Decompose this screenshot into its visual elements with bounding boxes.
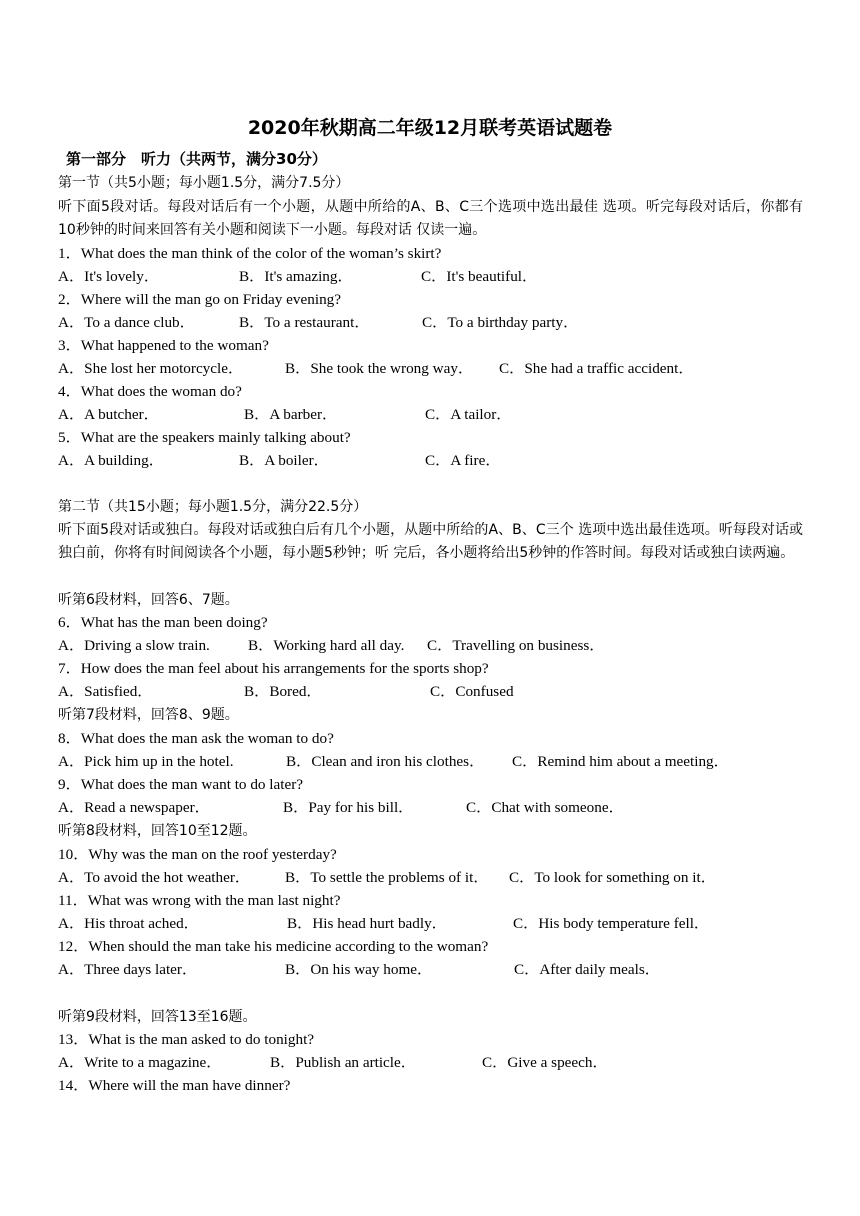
question-stem: 5．What are the speakers mainly talking about? <box>58 429 351 446</box>
option-c: C．After daily meals． <box>514 961 660 978</box>
question-stem: 4．What does the woman do? <box>58 383 242 400</box>
section2-instructions: 听下面5段对话或独白。每段对话或独白后有几个小题，从题中所给的A、B、C三个 选项中选出最佳选项。听每段对话或独白前，你将有时间阅读各个小题，每小题5秒钟；听 完后，各小题将给出5秒钟的作答时间。每段对话或独白读两遍。 <box>58 522 803 561</box>
question-stem: 7．How does the man feel about his arrangements for the sports shop? <box>58 660 489 677</box>
part1-heading: 第一部分 听力（共两节，满分30分） <box>66 150 327 168</box>
option-a: A．To a dance club． <box>58 314 195 331</box>
option-c: C．A tailor． <box>425 406 512 423</box>
option-c: C．It's beautiful． <box>421 268 538 285</box>
option-c: C．To a birthday party． <box>422 314 579 331</box>
page-title: 2020年秋期高二年级12月联考英语试题卷 <box>247 117 613 139</box>
option-c: C．To look for something on it． <box>509 869 716 886</box>
option-b: B．His head hurt badly． <box>287 915 447 932</box>
section1-heading: 第一节（共5小题；每小题1.5分，满分7.5分） <box>58 175 350 191</box>
option-a: A．A building． <box>58 452 164 469</box>
option-a: A．Three days later． <box>58 961 198 978</box>
question-stem: 11．What was wrong with the man last night? <box>58 892 341 909</box>
question-stem: 3．What happened to the woman? <box>58 337 269 354</box>
option-b: B．To settle the problems of it． <box>285 869 489 886</box>
option-c: C．Confused <box>430 683 514 700</box>
option-a: A．A butcher． <box>58 406 159 423</box>
option-c: C．A fire． <box>425 452 501 469</box>
option-b: B．A boiler． <box>239 452 329 469</box>
question-stem: 8．What does the man ask the woman to do? <box>58 730 334 747</box>
option-b: B．It's amazing． <box>239 268 353 285</box>
option-a: A．To avoid the hot weather． <box>58 869 251 886</box>
option-b: B．Clean and iron his clothes． <box>286 753 485 770</box>
option-b: B．Bored． <box>244 683 322 700</box>
option-b: B．On his way home． <box>285 961 433 978</box>
option-a: A．Pick him up in the hotel. <box>58 753 234 770</box>
option-b: B．To a restaurant． <box>239 314 370 331</box>
option-a: A．Read a newspaper． <box>58 799 210 816</box>
question-stem: 14．Where will the man have dinner? <box>58 1077 291 1094</box>
option-b: B．Publish an article． <box>270 1054 416 1071</box>
option-c: C．Chat with someone． <box>466 799 624 816</box>
option-a: A．Driving a slow train. <box>58 637 210 654</box>
section1-instructions: 听下面5段对话。每段对话后有一个小题，从题中所给的A、B、C三个选项中选出最佳 选项。听完每段对话后，你都有10秒钟的时间来回答有关小题和阅读下一小题。每段对话 仅读一遍。 <box>58 199 803 238</box>
option-b: B．She took the wrong way． <box>285 360 474 377</box>
option-a: A．It's lovely． <box>58 268 160 285</box>
material-header: 听第9段材料，回答13至16题。 <box>58 1009 257 1025</box>
option-c: C．Give a speech． <box>482 1054 608 1071</box>
option-b: B．A barber． <box>244 406 338 423</box>
material-header: 听第7段材料，回答8、9题。 <box>58 707 239 723</box>
question-stem: 13．What is the man asked to do tonight? <box>58 1031 315 1048</box>
question-stem: 9．What does the man want to do later? <box>58 776 304 793</box>
option-b: B．Working hard all day. <box>248 637 405 654</box>
option-c: C．She had a traffic accident． <box>499 360 694 377</box>
section2-heading: 第二节（共15小题；每小题1.5分，满分22.5分） <box>58 499 368 515</box>
option-b: B．Pay for his bill． <box>283 799 414 816</box>
option-c: C．His body temperature fell． <box>513 915 710 932</box>
option-c: C．Travelling on business． <box>427 637 605 654</box>
question-stem: 12．When should the man take his medicine according to the woman? <box>58 938 489 955</box>
material-header: 听第6段材料，回答6、7题。 <box>58 592 239 608</box>
option-a: A．His throat ached． <box>58 915 199 932</box>
option-a: A．She lost her motorcycle． <box>58 360 244 377</box>
question-stem: 1．What does the man think of the color of the woman’s skirt? <box>58 245 442 262</box>
question-stem: 2．Where will the man go on Friday evening? <box>58 291 342 308</box>
option-a: A．Satisfied． <box>58 683 153 700</box>
question-stem: 10．Why was the man on the roof yesterday? <box>58 846 337 863</box>
option-a: A．Write to a magazine． <box>58 1054 222 1071</box>
question-stem: 6．What has the man been doing? <box>58 614 268 631</box>
material-header: 听第8段材料，回答10至12题。 <box>58 823 257 839</box>
option-c: C．Remind him about a meeting． <box>512 753 729 770</box>
